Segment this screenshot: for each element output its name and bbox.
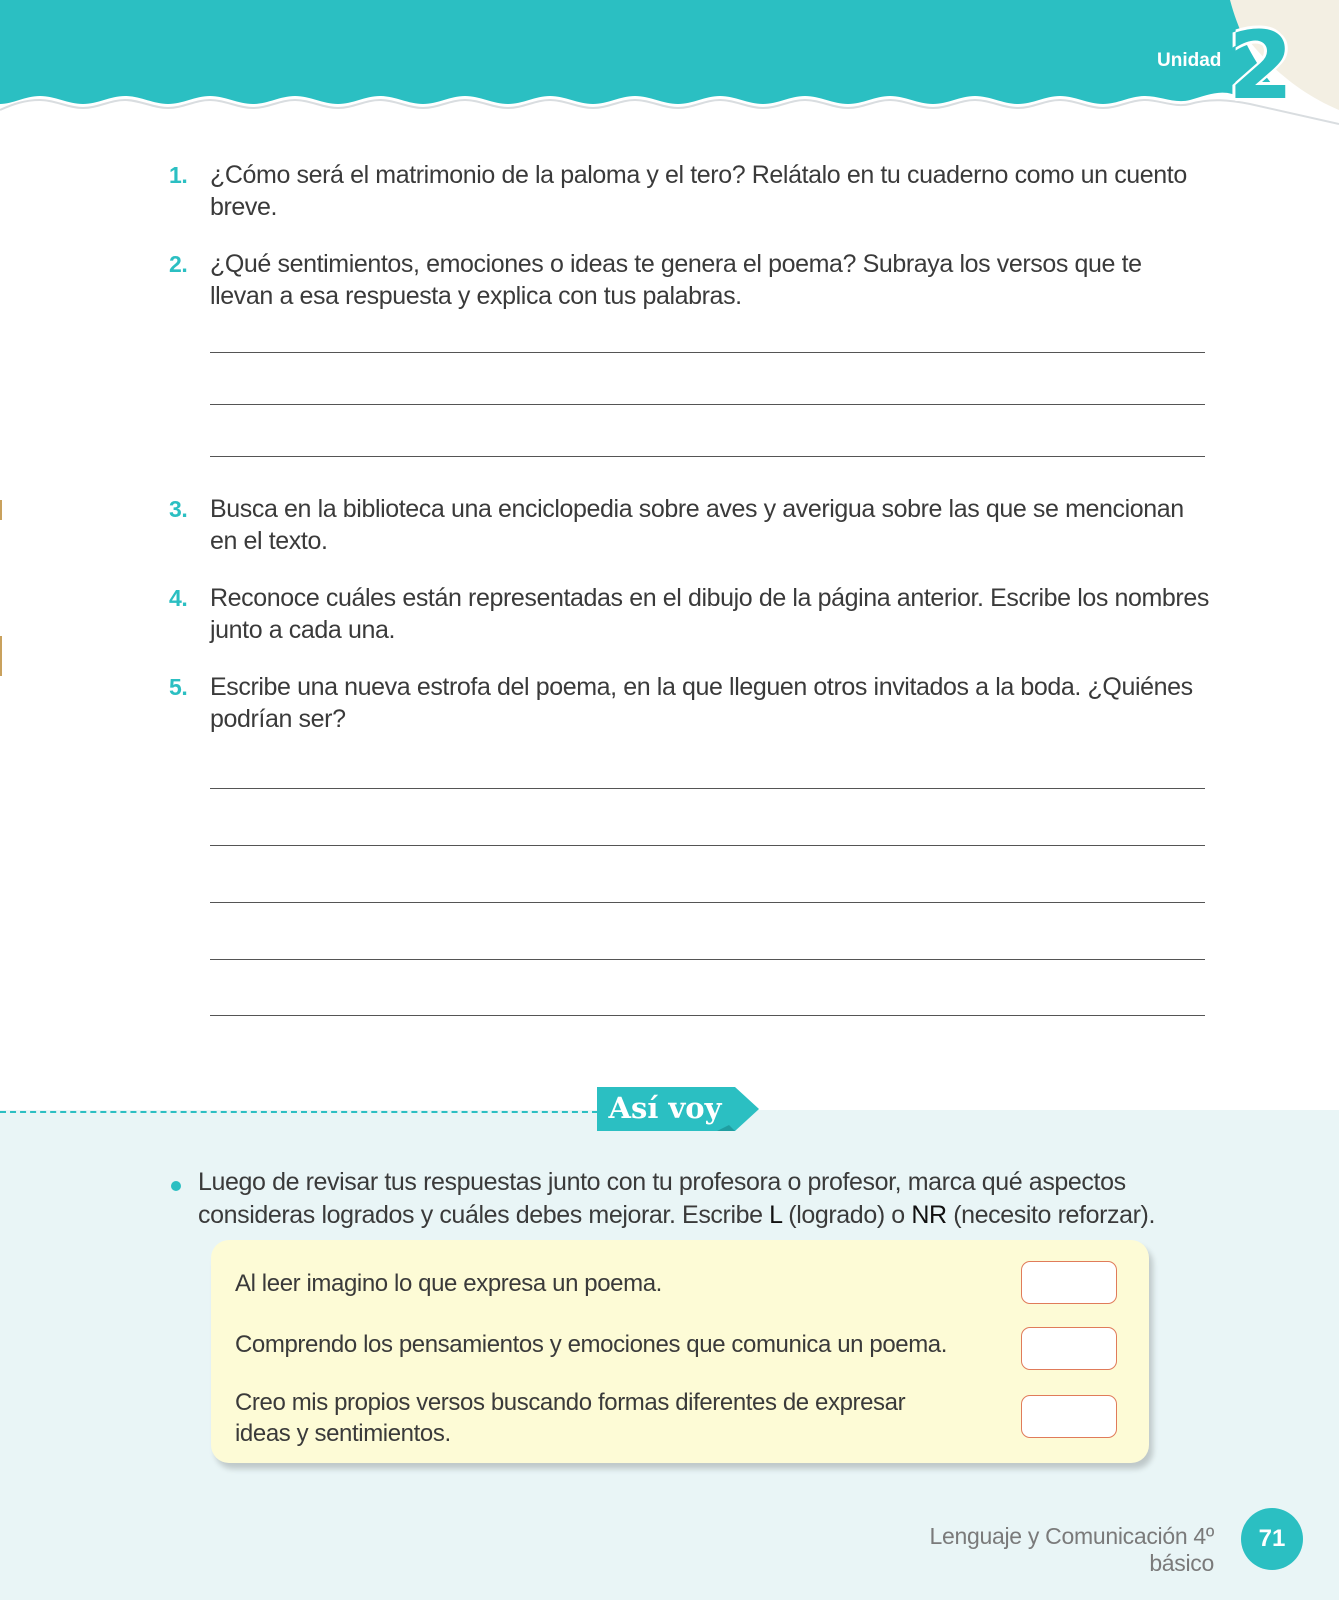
- margin-mark: [0, 636, 2, 676]
- question-text: ¿Cómo será el matrimonio de la paloma y el tero? Relátalo en tu cuaderno como un cuento breve.: [210, 161, 1187, 221]
- unit-number: 2: [1228, 12, 1294, 121]
- answer-line[interactable]: [210, 352, 1205, 353]
- question-text: Busca en la biblioteca una enciclopedia sobre aves y averigua sobre las que se mencionan en el texto.: [210, 495, 1184, 555]
- answer-line[interactable]: [210, 788, 1205, 789]
- margin-mark: [0, 500, 2, 520]
- question-3: [169, 493, 1209, 557]
- question-text: ¿Qué sentimientos, emociones o ideas te genera el poema? Subraya los versos que te llevan a esa respuesta y explica con tus palabras.: [210, 250, 1142, 310]
- instruction-part: Luego de revisar tus respuestas junto con tu profesora o profesor, marca qué aspectos consideras logrados y cuáles debes mejorar. Escribe: [198, 1168, 1126, 1229]
- question-5: [169, 671, 1209, 735]
- question-2: [169, 248, 1209, 312]
- question-4: [169, 582, 1209, 646]
- unit-label: Unidad: [1157, 50, 1222, 71]
- answer-line[interactable]: [210, 1015, 1205, 1016]
- section-tag: [597, 1087, 759, 1131]
- section-title: Así voy: [608, 1091, 722, 1125]
- answer-line[interactable]: [210, 959, 1205, 960]
- unit-header: [0, 0, 1339, 130]
- instruction-part: (necesito reforzar).: [946, 1201, 1155, 1229]
- bullet-dot: [171, 1181, 181, 1191]
- book-title: Lenguaje y Comunicación 4º básico: [929, 1523, 1214, 1576]
- answer-line[interactable]: [210, 456, 1205, 457]
- assessment-item-3: Creo mis propios versos buscando formas diferentes de expresar ideas y sentimientos.: [235, 1389, 906, 1447]
- question-text: Reconoce cuáles están representadas en el dibujo de la página anterior. Escribe los nombres junto a cada una.: [210, 584, 1209, 644]
- answer-line[interactable]: [210, 902, 1205, 903]
- question-number: 3.: [169, 496, 188, 522]
- assessment-card: [211, 1240, 1149, 1463]
- section-divider: [0, 1111, 598, 1113]
- instruction-code-l: L: [769, 1201, 782, 1229]
- answer-line[interactable]: [210, 404, 1205, 405]
- instruction-text: [198, 1166, 1198, 1232]
- answer-line[interactable]: [210, 845, 1205, 846]
- question-1: [169, 159, 1209, 223]
- assessment-item-1: Al leer imagino lo que expresa un poema.: [235, 1270, 662, 1297]
- assessment-answer-box-3[interactable]: [1021, 1395, 1117, 1438]
- assessment-answer-box-1[interactable]: [1021, 1261, 1117, 1304]
- question-text: Escribe una nueva estrofa del poema, en la que lleguen otros invitados a la boda. ¿Quiénes podrían ser?: [210, 673, 1193, 733]
- instruction-part: (logrado) o: [781, 1201, 912, 1229]
- assessment-answer-box-2[interactable]: [1021, 1327, 1117, 1370]
- header-wave-band: [0, 0, 1339, 130]
- question-number: 1.: [169, 162, 188, 188]
- page-number: 71: [1241, 1508, 1303, 1570]
- assessment-item-2: Comprendo los pensamientos y emociones que comunica un poema.: [235, 1331, 948, 1358]
- question-number: 4.: [169, 585, 188, 611]
- question-number: 2.: [169, 251, 188, 277]
- instruction-code-nr: NR: [911, 1201, 947, 1229]
- question-number: 5.: [169, 674, 188, 700]
